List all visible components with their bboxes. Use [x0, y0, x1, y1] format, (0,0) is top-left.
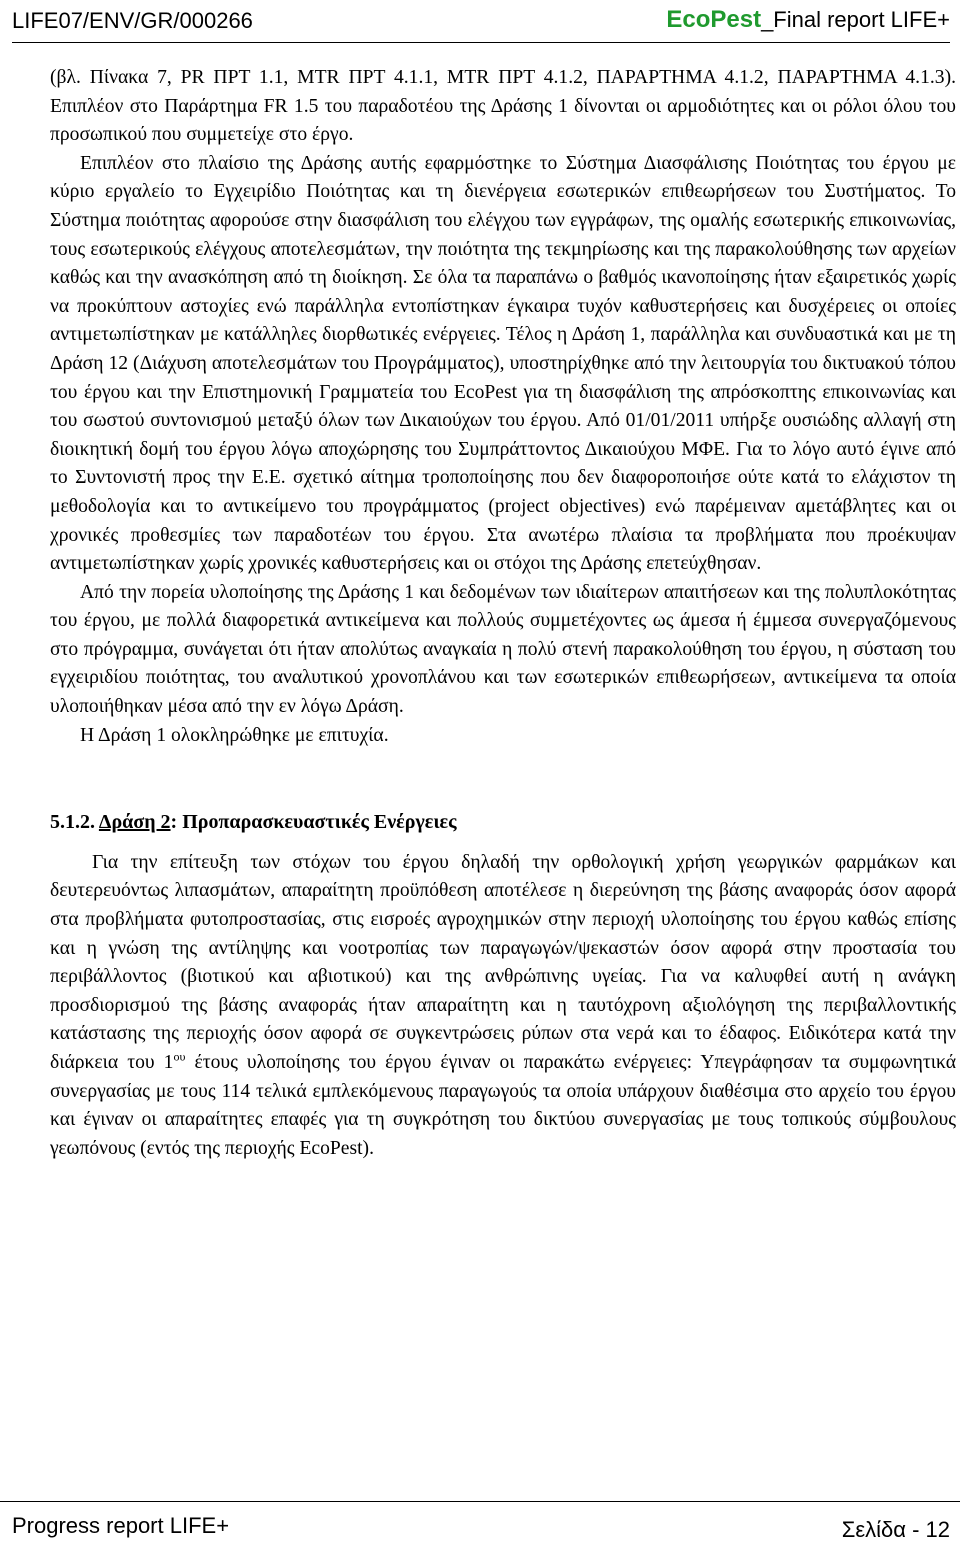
- brand-name: EcoPest: [666, 6, 762, 33]
- section-title: : Προπαρασκευαστικές Ενέργειες: [170, 811, 457, 834]
- section-number: 5.1.2.: [50, 811, 95, 834]
- document-body: [50, 64, 956, 1163]
- report-title-text: _Final report LIFE+: [761, 7, 950, 32]
- paragraph: Η Δράση 1 ολοκληρώθηκε με επιτυχία.: [80, 724, 389, 746]
- ordinal-suffix: ου: [173, 1049, 186, 1064]
- header-divider: [12, 42, 950, 43]
- project-code: LIFE07/ENV/GR/000266: [12, 8, 253, 33]
- paragraph: Επιπλέον στο πλαίσιο της Δράσης αυτής εφαρμόστηκε το Σύστημα Διασφάλισης Ποιότητας του έργου με κύριο εργαλείο το Εγχειρίδιο Ποιότητας και τη διενέργεια εσωτερικών επιθεωρήσεων του Συστήματος. Το Σύστημα ποιότητας αφορούσε στην διασφάλιση του ελέγχου των εγγράφων, της ομαλής εσωτερικής επικοινωνίας, τους εσωτερικούς ελέγχους αποτελεσμάτων, την ποιότητα της τεκμηρίωσης και της παρακολούθησης των αρχείων καθώς και την ανασκόπηση από τη διοίκηση. Σε όλα τα παραπάνω ο βαθμός ικανοποίησης ήταν εξαιρετικός χωρίς να προκύπτουν αστοχίες ενώ παράλληλα εντοπίστηκαν έγκαιρα τυχόν καθυστερήσεις και δυσχέρειες οι οποίες αντιμετωπίστηκαν με κατάλληλες διορθωτικές ενέργειες. Τέλος η Δράση 1, παράλληλα και συνδυαστικά και με τη Δράση 12 (Διάχυση αποτελεσμάτων του Προγράμματος), υποστηρίχθηκε από την λειτουργία του δικτυακού τόπου του έργου και την Επιστημονική Γραμματεία του EcoPest για τη διασφάλιση της απρόσκοπτης επικοινωνίας και του σωστού συντονισμού μεταξύ όλων των Δικαιούχων του έργου. Από 01/01/2011 υπήρξε ουσιώδης αλλαγή στη διοικητική δομή του έργου λόγω αποχώρησης του Συμπράττοντος Δικαιούχου ΜΦΕ. Για το λόγο αυτό έγινε από το Συντονιστή προς την Ε.Ε. σχετικό αίτημα τροποποίησης που δεν διαφοροποιήσε ούτε κατά το ελάχιστον τη μεθοδολογία και το αντικείμενο του προγράμματος (project objectives) ενώ παρέμειναν αμετάβλητες και οι χρονικές προθεσμίες των παραδοτέων του έργου. Στα ανωτέρω πλαίσια τα προβλήματα που προέκυψαν αντιμετωπίστηκαν χωρίς χρονικές καθυστερήσεις και οι στόχοι της Δράσης επετεύχθησαν.: [50, 152, 956, 575]
- page-number: Σελίδα - 12: [841, 1517, 950, 1542]
- paragraph-text: Για την επίτευξη των στόχων του έργου δηλαδή την ορθολογική χρήση γεωργικών φαρμάκων και δευτερευόντως λιπασμάτων, απαραίτητη προϋπόθεση αποτέλεσε η διερεύνηση της βάσης αναφοράς όσον αφορά στα προβλήματα φυτοπροστασίας, στις εισροές αγροχημικών στην περιοχή υλοποίησης του έργου καθώς επίσης και η γνώση της αντίληψης και νοοτροπίας των παραγωγών/ψεκαστών όσον αφορά στην προστασία του περιβάλλοντος (βιοτικού και αβιοτικού) και της ανθρώπινης υγείας. Για να καλυφθεί αυτή η ανάγκη προσδιορισμού της βάσης αναφοράς ήταν απαραίτητη και η ταυτόχρονη αξιολόγηση της περιβαλλοντικής κατάστασης της περιοχής όσον αφορά σε συγκεντρώσεις ρύπων στα νερά και το έδαφος. Ειδικότερα κατά την διάρκεια του 1: [50, 851, 956, 1073]
- page-header: [0, 0, 960, 46]
- footer-report-name: Progress report LIFE+: [12, 1513, 230, 1538]
- paragraph-text: έτους υλοποίησης του έργου έγιναν οι παρακάτω ενέργειες: Υπεγράφησαν τα συμφωνητικά συνεργασίας με τους 114 τελικά εμπλεκόμενους παραγωγούς τα οποία υπάρχουν διαθέσιμα στο αρχείο του έργου και έγιναν οι απαραίτητες επαφές για τη συγκρότηση του δικτύου συνεργασίας με τους τοπικούς σύμβουλους γεωπόνους (εντός της περιοχής EcoPest).: [50, 1052, 956, 1159]
- paragraph: (βλ. Πίνακα 7, PR ΠΡΤ 1.1, MTR ΠΡΤ 4.1.1, MTR ΠΡΤ 4.1.2, ΠΑΡΑΡΤΗΜΑ 4.1.2, ΠΑΡΑΡΤΗΜΑ 4.1.3). Επιπλέον στο Παράρτημα FR 1.5 του παραδοτέου της Δράσης 1 δίνονται οι αρμοδιότητες και οι ρόλοι όλου του προσωπικού που συμμετείχε στο έργο.: [50, 67, 956, 146]
- footer-divider: [0, 1501, 960, 1502]
- action-label: Δράση 2: [98, 811, 171, 834]
- page-footer: [0, 1497, 960, 1553]
- paragraph: Από την πορεία υλοποίησης της Δράσης 1 και δεδομένων των ιδιαίτερων απαιτήσεων και της πολυπλοκότητας του έργου, με πολλά διαφορετικά αντικείμενα και πολλούς συμμετέχοντες ως άμεσα ή έμμεσα συνεργαζόμενους στο πρόγραμμα, συνάγεται ότι ήταν απολύτως αναγκαία η πολύ στενή παρακολούθηση του έργου, η σύσταση του εγχειριδίου ποιότητας, του αναλυτικού χρονοπλάνου και των εσωτερικών επιθεωρήσεων, αντικείμενα τα οποία υλοποιήθηκαν μέσα από την εν λόγω Δράση.: [50, 581, 956, 718]
- paragraph: [50, 849, 956, 1164]
- section-heading: [50, 808, 956, 837]
- report-title: [666, 6, 950, 34]
